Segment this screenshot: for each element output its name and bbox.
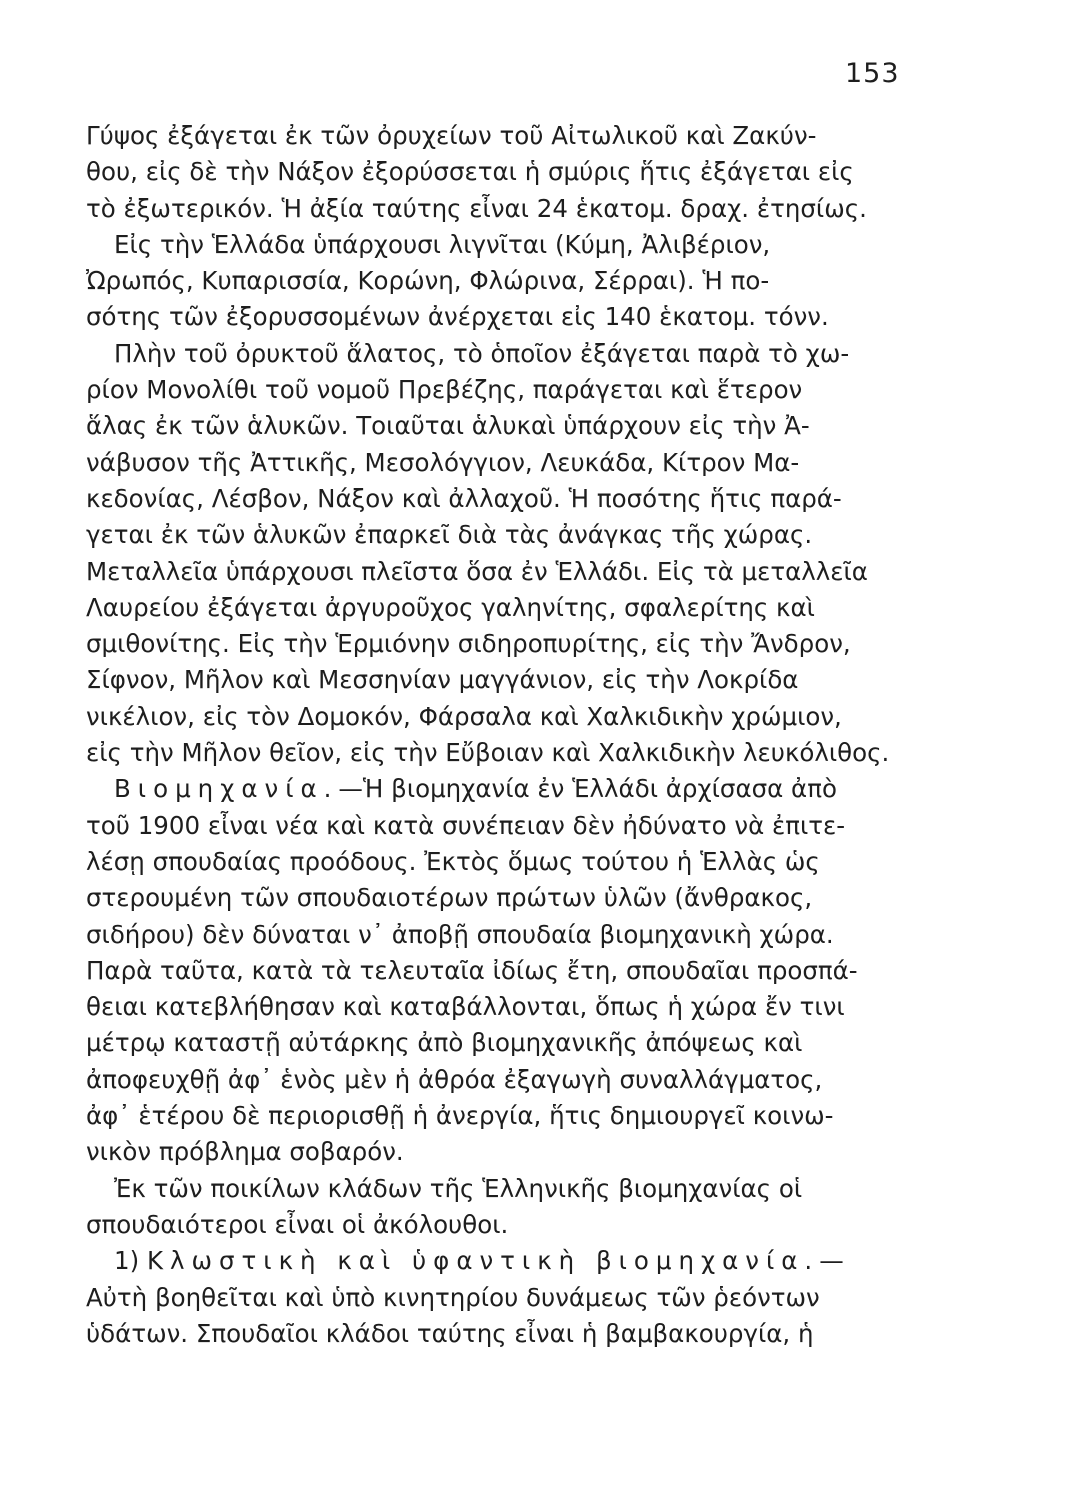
text-line xyxy=(86,771,956,807)
body-text xyxy=(86,118,956,1352)
line-text: Γύψος ἐξάγεται ἐκ τῶν ὀρυχείων τοῦ Αἰτωλικοῦ καὶ Ζακύν- xyxy=(86,121,817,150)
text-line xyxy=(86,662,956,698)
line-text: σιδήρου) δὲν δύναται ν᾽ ἀποβῇ σπουδαία βιομηχανικὴ χώρα. xyxy=(86,919,834,949)
section-heading: Κλωστικὴ καὶ ὑφαντικὴ βιομηχανία. xyxy=(146,1246,820,1276)
text-line xyxy=(86,1098,956,1134)
text-line xyxy=(86,517,956,553)
text-line xyxy=(86,445,956,481)
text-line xyxy=(86,1134,956,1170)
line-text: μέτρῳ καταστῇ αὐτάρκης ἀπὸ βιομηχανικῆς ἀπόψεως καὶ xyxy=(86,1028,803,1058)
line-text: ρίον Μονολίθι τοῦ νομοῦ Πρεβέζης, παράγεται καὶ ἕτερον xyxy=(86,375,803,405)
text-line xyxy=(86,227,956,263)
line-text: ἀποφευχθῇ ἀφ᾽ ἑνὸς μὲν ἡ ἀθρόα ἐξαγωγὴ συναλλάγματος, xyxy=(86,1064,823,1094)
text-line xyxy=(86,1243,956,1279)
line-text: ἀφ᾽ ἑτέρου δὲ περιορισθῇ ἡ ἀνεργία, ἥτις δημιουργεῖ κοινω- xyxy=(86,1101,834,1131)
line-text: σπουδαιότεροι εἶναι οἱ ἀκόλουθοι. xyxy=(86,1209,509,1239)
text-line xyxy=(86,917,956,953)
text-line xyxy=(86,1207,956,1243)
line-text: Ὠρωπός, Κυπαρισσία, Κορώνη, Φλώρινα, Σέρραι). Ἡ πο- xyxy=(86,266,770,296)
line-text: Σίφνον, Μῆλον καὶ Μεσσηνίαν μαγγάνιον, εἰς τὴν Λοκρίδα xyxy=(86,665,799,695)
text-line xyxy=(86,953,956,989)
line-text: τὸ ἐξωτερικόν. Ἡ ἀξία ταύτης εἶναι 24 ἑκατομ. δραχ. ἐτησίως. xyxy=(86,193,867,223)
section-heading: Βιομηχανία. xyxy=(114,774,339,804)
line-text: Αὐτὴ βοηθεῖται καὶ ὑπὸ κινητηρίου δυνάμεως τῶν ῥεόντων xyxy=(86,1282,820,1312)
line-text: ἅλας ἐκ τῶν ἁλυκῶν. Τοιαῦται ἁλυκαὶ ὑπάρχουν εἰς τὴν Ἀ- xyxy=(86,411,810,441)
line-text: Εἰς τὴν Ἑλλάδα ὑπάρχουσι λιγνῖται (Κύμη, Ἀλιβέριον, xyxy=(114,229,771,259)
text-line xyxy=(86,336,956,372)
line-text: ὑδάτων. Σπουδαῖοι κλάδοι ταύτης εἶναι ἡ βαμβακουργία, ἡ xyxy=(86,1318,814,1348)
line-text: σμιθονίτης. Εἰς τὴν Ἑρμιόνην σιδηροπυρίτης, εἰς τὴν Ἄνδρον, xyxy=(86,629,851,659)
text-line xyxy=(86,118,956,154)
line-text: λέσῃ σπουδαίας προόδους. Ἐκτὸς ὅμως τούτου ἡ Ἑλλὰς ὡς xyxy=(86,846,820,876)
line-text: σότης τῶν ἐξορυσσομένων ἀνέρχεται εἰς 140 ἑκατομ. τόνν. xyxy=(86,302,829,332)
list-number: 1) xyxy=(114,1246,147,1276)
text-line xyxy=(86,590,956,626)
line-text: νάβυσον τῆς Ἀττικῆς, Μεσολόγγιον, Λευκάδα, Κίτρον Μα- xyxy=(86,447,800,477)
text-line xyxy=(86,408,956,444)
text-line xyxy=(86,844,956,880)
line-text: Πλὴν τοῦ ὀρυκτοῦ ἅλατος, τὸ ὁποῖον ἐξάγεται παρὰ τὸ χω- xyxy=(114,338,850,368)
text-line xyxy=(86,808,956,844)
text-line xyxy=(86,1316,956,1352)
text-line xyxy=(86,699,956,735)
line-text: νικὸν πρόβλημα σοβαρόν. xyxy=(86,1137,404,1167)
page-number: 153 xyxy=(845,58,900,89)
text-line xyxy=(86,735,956,771)
line-text: στερουμένη τῶν σπουδαιοτέρων πρώτων ὑλῶν (ἄνθρακος, xyxy=(86,883,813,913)
text-line xyxy=(86,880,956,916)
text-line xyxy=(86,554,956,590)
text-line xyxy=(86,372,956,408)
text-line xyxy=(86,1280,956,1316)
line-text: θειαι κατεβλήθησαν καὶ καταβάλλονται, ὅπως ἡ χώρα ἔν τινι xyxy=(86,992,845,1022)
line-text: Ἐκ τῶν ποικίλων κλάδων τῆς Ἑλληνικῆς βιομηχανίας οἱ xyxy=(114,1173,803,1203)
line-text: —Ἡ βιομηχανία ἐν Ἑλλάδι ἀρχίσασα ἀπὸ xyxy=(338,774,837,804)
text-line xyxy=(86,191,956,227)
line-text: τοῦ 1900 εἶναι νέα καὶ κατὰ συνέπειαν δὲν ἠδύνατο νὰ ἐπιτε- xyxy=(86,810,846,840)
text-line xyxy=(86,989,956,1025)
text-line xyxy=(86,1171,956,1207)
line-text: εἰς τὴν Μῆλον θεῖον, εἰς τὴν Εὔβοιαν καὶ Χαλκιδικὴν λευκόλιθος. xyxy=(86,738,890,768)
line-text: κεδονίας, Λέσβον, Νάξον καὶ ἀλλαχοῦ. Ἡ ποσότης ἥτις παρά- xyxy=(86,483,842,513)
text-line xyxy=(86,1062,956,1098)
line-text: νικέλιον, εἰς τὸν Δομοκόν, Φάρσαλα καὶ Χαλκιδικὴν χρώμιον, xyxy=(86,701,842,731)
text-line xyxy=(86,481,956,517)
text-line xyxy=(86,626,956,662)
text-line xyxy=(86,263,956,299)
text-line xyxy=(86,1025,956,1061)
text-line xyxy=(86,299,956,335)
line-text: θου, εἰς δὲ τὴν Νάξον ἐξορύσσεται ἡ σμύρις ἥτις ἐξάγεται εἰς xyxy=(86,157,854,187)
line-text: Λαυρείου ἐξάγεται ἀργυροῦχος γαληνίτης, σφαλερίτης καὶ xyxy=(86,592,815,622)
line-text: — xyxy=(819,1246,844,1276)
line-text: γεται ἐκ τῶν ἁλυκῶν ἐπαρκεῖ διὰ τὰς ἀνάγκας τῆς χώρας. xyxy=(86,520,813,550)
line-text: Μεταλλεῖα ὑπάρχουσι πλεῖστα ὅσα ἐν Ἑλλάδι. Εἰς τὰ μεταλλεῖα xyxy=(86,556,868,586)
text-line xyxy=(86,154,956,190)
line-text: Παρὰ ταῦτα, κατὰ τὰ τελευταῖα ἰδίως ἔτη, σπουδαῖαι προσπά- xyxy=(86,955,858,985)
